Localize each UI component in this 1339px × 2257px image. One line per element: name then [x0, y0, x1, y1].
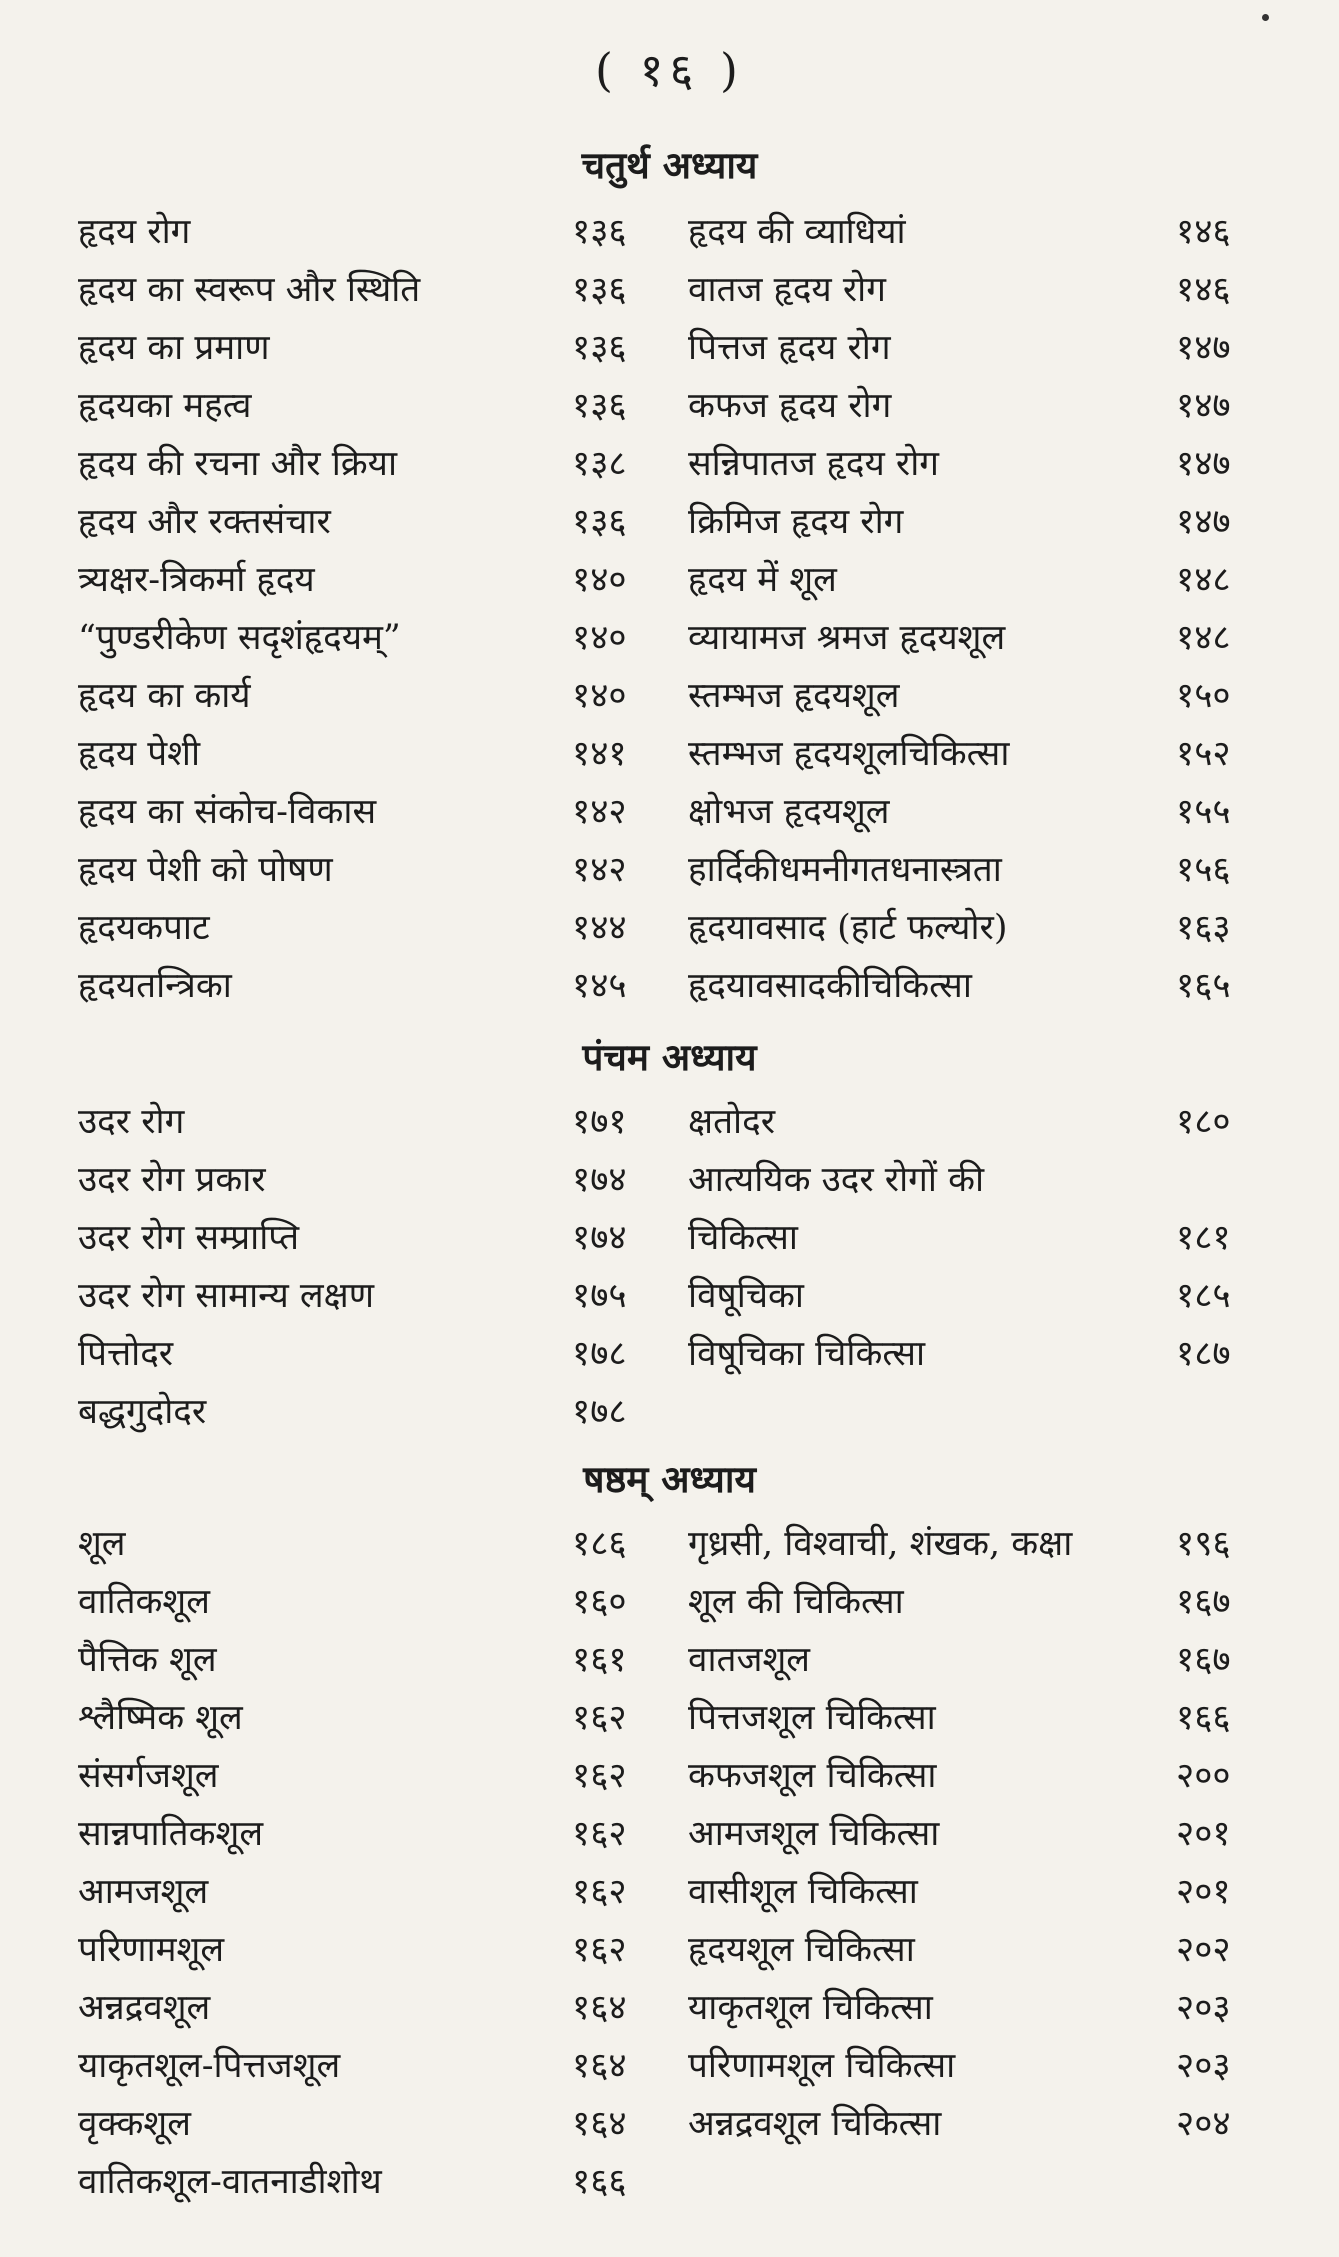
- index-row: [0, 1580, 1339, 1638]
- index-row: [0, 616, 1339, 674]
- entry-right-title: वातज हृदय रोग: [688, 270, 886, 310]
- entry-right-page: १४८: [1176, 560, 1231, 600]
- entry-right-title: हृदयावसाद (हार्ट फल्योर): [688, 908, 1008, 948]
- entry-right-title: हृदयशूल चिकित्सा: [688, 1930, 915, 1970]
- entry-left-page: १६६: [572, 2162, 627, 2202]
- entry-right-title: स्तम्भज हृदयशूलचिकित्सा: [688, 734, 1010, 774]
- entry-right-title: सन्निपातज हृदय रोग: [688, 444, 940, 484]
- index-row: [0, 2044, 1339, 2102]
- index-row: [0, 1216, 1339, 1274]
- entry-left-title: आमजशूल: [78, 1872, 209, 1912]
- entry-left-page: १४२: [572, 850, 627, 890]
- entry-left-page: १३८: [572, 444, 627, 484]
- entry-left-title: उदर रोग सामान्य लक्षण: [78, 1276, 375, 1316]
- entry-right-title: शूल की चिकित्सा: [688, 1582, 904, 1622]
- entry-right-title: विषूचिका चिकित्सा: [688, 1334, 926, 1374]
- entry-left-title: हृदय रोग: [78, 212, 191, 252]
- index-row: [0, 1390, 1339, 1448]
- entry-right-page: १४७: [1176, 444, 1231, 484]
- entry-left-title: उदर रोग प्रकार: [78, 1160, 266, 1200]
- entry-left-page: १८६: [572, 1524, 627, 1564]
- index-row: [0, 732, 1339, 790]
- index-row: [0, 674, 1339, 732]
- index-row: [0, 1100, 1339, 1158]
- entry-left-page: १३६: [572, 386, 627, 426]
- entry-left-title: हृदयतन्त्रिका: [78, 966, 232, 1006]
- entry-right-page: २०१: [1176, 1814, 1231, 1854]
- entry-left-title: याकृतशूल-पित्तजशूल: [78, 2046, 341, 2086]
- entry-left-page: १३६: [572, 328, 627, 368]
- entry-left-title: हृदय पेशी को पोषण: [78, 850, 333, 890]
- entry-left-title: हृदय की रचना और क्रिया: [78, 444, 398, 484]
- entry-right-title: पित्तज हृदय रोग: [688, 328, 891, 368]
- entry-left-page: १७८: [572, 1392, 627, 1432]
- index-row: [0, 1986, 1339, 2044]
- index-row: [0, 1638, 1339, 1696]
- entry-left-title: हृदय का प्रमाण: [78, 328, 270, 368]
- page-number: ( १६ ): [595, 43, 744, 97]
- entry-left-title: उदर रोग: [78, 1102, 185, 1142]
- entry-right-title: वासीशूल चिकित्सा: [688, 1872, 918, 1912]
- entry-right-title: कफजशूल चिकित्सा: [688, 1756, 937, 1796]
- entry-left-page: १६४: [572, 1988, 627, 2028]
- entry-left-page: १६१: [572, 1640, 627, 1680]
- index-row: [0, 848, 1339, 906]
- entry-left-page: १४४: [572, 908, 627, 948]
- entry-right-page: २०४: [1176, 2104, 1231, 2144]
- entry-left-page: १७१: [572, 1102, 627, 1142]
- entry-right-page: १४७: [1176, 502, 1231, 542]
- entry-left-title: “पुण्डरीकेण सदृशंहृदयम्”: [78, 618, 401, 658]
- entry-left-page: १६२: [572, 1756, 627, 1796]
- entry-right-page: २००: [1176, 1756, 1231, 1796]
- entry-left-page: १७८: [572, 1334, 627, 1374]
- entry-left-page: १७४: [572, 1218, 627, 1258]
- entry-right-page: १६७: [1176, 1582, 1231, 1622]
- index-row: [0, 500, 1339, 558]
- entry-right-page: १४७: [1176, 328, 1231, 368]
- entry-right-title: पित्तजशूल चिकित्सा: [688, 1698, 936, 1738]
- entry-right-page: १६३: [1176, 908, 1231, 948]
- ink-speck: [1262, 14, 1269, 21]
- entry-left-page: १४५: [572, 966, 627, 1006]
- entry-left-title: त्र्यक्षर-त्रिकर्मा हृदय: [78, 560, 315, 600]
- entry-right-title: स्तम्भज हृदयशूल: [688, 676, 900, 716]
- entry-right-page: २०३: [1176, 1988, 1231, 2028]
- index-row: [0, 2160, 1339, 2218]
- index-row: [0, 1928, 1339, 1986]
- entry-right-title: क्षतोदर: [688, 1102, 776, 1142]
- entry-left-title: हृदय पेशी: [78, 734, 201, 774]
- entry-right-page: २०३: [1176, 2046, 1231, 2086]
- entry-right-title: हृदय की व्याधियां: [688, 212, 906, 252]
- index-row: [0, 1754, 1339, 1812]
- index-row: [0, 1274, 1339, 1332]
- entry-left-title: संसर्गजशूल: [78, 1756, 219, 1796]
- entry-left-page: १७५: [572, 1276, 627, 1316]
- entry-right-page: १५०: [1176, 676, 1231, 716]
- index-row: [0, 384, 1339, 442]
- entry-left-page: १६२: [572, 1814, 627, 1854]
- index-row: [0, 1812, 1339, 1870]
- entry-left-title: श्लैष्मिक शूल: [78, 1698, 243, 1738]
- entry-right-page: १९६: [1176, 1524, 1231, 1564]
- index-row: [0, 1696, 1339, 1754]
- index-row: [0, 1158, 1339, 1216]
- index-row: [0, 1332, 1339, 1390]
- entry-left-page: १४०: [572, 676, 627, 716]
- entry-right-title: कफज हृदय रोग: [688, 386, 892, 426]
- entry-left-title: हृदयका महत्व: [78, 386, 252, 426]
- entry-left-title: वातिकशूल: [78, 1582, 210, 1622]
- entry-left-title: बद्धगुदोदर: [78, 1392, 207, 1432]
- entry-right-title: आत्ययिक उदर रोगों की: [688, 1160, 985, 1200]
- entry-left-page: १४०: [572, 560, 627, 600]
- entry-left-title: हृदय का संकोच-विकास: [78, 792, 377, 832]
- entry-right-title: व्यायामज श्रमज हृदयशूल: [688, 618, 1006, 658]
- entry-right-page: १८७: [1176, 1334, 1231, 1374]
- index-row: [0, 210, 1339, 268]
- entry-left-page: १६२: [572, 1930, 627, 1970]
- entry-left-title: सान्नपातिकशूल: [78, 1814, 264, 1854]
- index-row: [0, 558, 1339, 616]
- entry-right-title: वातजशूल: [688, 1640, 810, 1680]
- entry-left-page: १३६: [572, 212, 627, 252]
- entry-left-page: १३६: [572, 502, 627, 542]
- entry-right-title: याकृतशूल चिकित्सा: [688, 1988, 933, 2028]
- entry-left-title: हृदय का कार्य: [78, 676, 251, 716]
- entry-left-page: १४०: [572, 618, 627, 658]
- entry-right-page: १६७: [1176, 1640, 1231, 1680]
- index-row: [0, 268, 1339, 326]
- entry-right-page: १८१: [1176, 1218, 1231, 1258]
- entry-right-title: आमजशूल चिकित्सा: [688, 1814, 940, 1854]
- entry-right-title: हृदयावसादकीचिकित्सा: [688, 966, 972, 1006]
- index-row: [0, 1870, 1339, 1928]
- entry-left-title: वातिकशूल-वातनाडीशोथ: [78, 2162, 382, 2202]
- entry-left-page: १७४: [572, 1160, 627, 1200]
- chapter-heading: चतुर्थ अध्याय: [581, 143, 758, 187]
- entry-left-page: १६४: [572, 2046, 627, 2086]
- entry-right-page: १६५: [1176, 966, 1231, 1006]
- entry-left-title: वृक्कशूल: [78, 2104, 191, 2144]
- entry-left-title: अन्नद्रवशूल: [78, 1988, 211, 2028]
- entry-left-title: हृदय और रक्तसंचार: [78, 502, 331, 542]
- entry-left-title: पित्तोदर: [78, 1334, 174, 1374]
- chapter-heading: षष्ठम् अध्याय: [583, 1457, 756, 1501]
- entry-right-title: हार्दिकीधमनीगतधनास्त्रता: [688, 850, 1002, 890]
- index-row: [0, 442, 1339, 500]
- entry-left-page: १४१: [572, 734, 627, 774]
- entry-right-page: १८५: [1176, 1276, 1231, 1316]
- entry-left-title: परिणामशूल: [78, 1930, 225, 1970]
- entry-left-page: १६४: [572, 2104, 627, 2144]
- entry-right-page: २०२: [1176, 1930, 1231, 1970]
- entry-right-title: क्रिमिज हृदय रोग: [688, 502, 904, 542]
- entry-right-title: अन्नद्रवशूल चिकित्सा: [688, 2104, 942, 2144]
- entry-right-page: १५५: [1176, 792, 1231, 832]
- entry-right-title: हृदय में शूल: [688, 560, 837, 600]
- entry-right-page: १६६: [1176, 1698, 1231, 1738]
- entry-right-page: १५६: [1176, 850, 1231, 890]
- index-row: [0, 326, 1339, 384]
- chapter-heading: पंचम अध्याय: [582, 1035, 757, 1079]
- entry-right-page: १४७: [1176, 386, 1231, 426]
- entry-left-page: १४२: [572, 792, 627, 832]
- index-row: [0, 790, 1339, 848]
- entry-right-page: १५२: [1176, 734, 1231, 774]
- entry-right-page: १८०: [1176, 1102, 1231, 1142]
- entry-left-title: शूल: [78, 1524, 126, 1564]
- entry-left-title: हृदयकपाट: [78, 908, 210, 948]
- entry-left-page: १६०: [572, 1582, 627, 1622]
- entry-right-title: परिणामशूल चिकित्सा: [688, 2046, 956, 2086]
- entry-right-title: विषूचिका: [688, 1276, 804, 1316]
- entry-left-page: १६२: [572, 1872, 627, 1912]
- entry-left-page: १३६: [572, 270, 627, 310]
- entry-right-title: गृध्रसी, विश्वाची, शंखक, कक्षा: [688, 1524, 1073, 1564]
- index-row: [0, 1522, 1339, 1580]
- entry-left-title: हृदय का स्वरूप और स्थिति: [78, 270, 421, 310]
- index-row: [0, 906, 1339, 964]
- entry-left-title: उदर रोग सम्प्राप्ति: [78, 1218, 300, 1258]
- index-row: [0, 2102, 1339, 2160]
- entry-right-page: २०१: [1176, 1872, 1231, 1912]
- entry-right-title: चिकित्सा: [688, 1218, 798, 1258]
- entry-right-page: १४८: [1176, 618, 1231, 658]
- entry-right-page: १४६: [1176, 212, 1231, 252]
- index-row: [0, 964, 1339, 1022]
- entry-right-page: १४६: [1176, 270, 1231, 310]
- entry-right-title: क्षोभज हृदयशूल: [688, 792, 890, 832]
- entry-left-title: पैत्तिक शूल: [78, 1640, 217, 1680]
- entry-left-page: १६२: [572, 1698, 627, 1738]
